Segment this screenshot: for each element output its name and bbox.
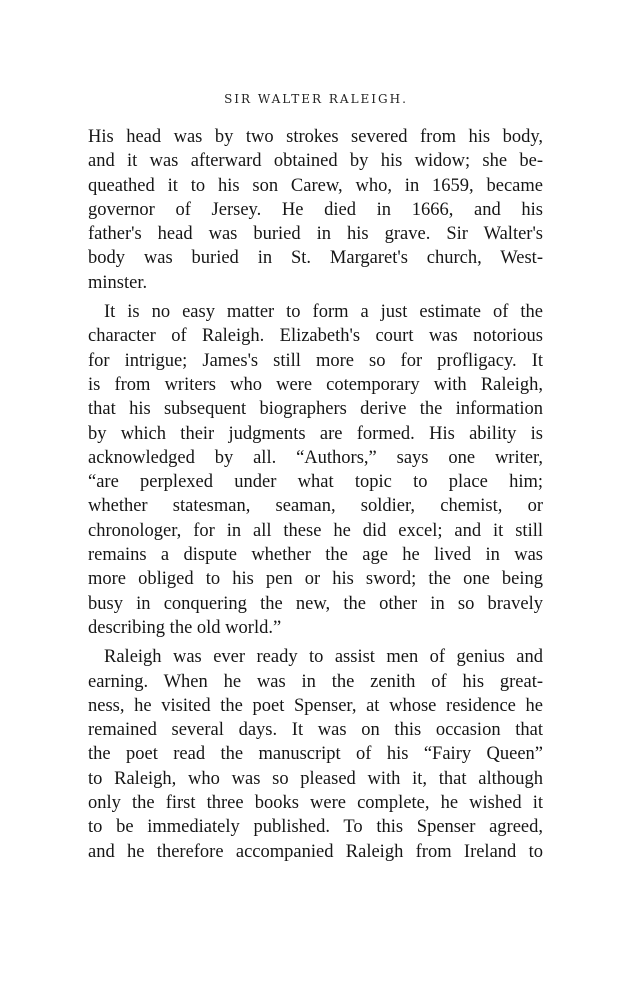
text-line: the poet read the manuscript of his “Fairy Queen” <box>88 744 543 765</box>
text-line: to Raleigh, who was so pleased with it, that although <box>88 768 543 789</box>
text-line: to be immediately published. To this Spenser agreed, <box>88 817 543 838</box>
text-line: acknowledged by all. “Authors,” says one writer, <box>88 447 543 468</box>
text-line: body was buried in St. Margaret's church, West- <box>88 248 543 269</box>
paragraph <box>88 125 543 295</box>
text-line: remained several days. It was on this occasion that <box>88 720 543 741</box>
text-line: and he therefore accompanied Raleigh from Ireland to <box>88 841 543 862</box>
text-line: “are perplexed under what topic to place him; <box>88 472 543 493</box>
text-line: is from writers who were cotemporary with Raleigh, <box>88 374 543 395</box>
text-line: minster. <box>88 272 148 293</box>
text-line: ness, he visited the poet Spenser, at whose residence he <box>88 695 543 716</box>
text-line: It is no easy matter to form a just estimate of the <box>104 302 543 323</box>
text-line: whether statesman, seaman, soldier, chemist, or <box>88 496 543 517</box>
text-line: remains a dispute whether the age he lived in was <box>88 545 543 566</box>
text-line: and it was afterward obtained by his widow; she be- <box>88 151 543 172</box>
text-line: earning. When he was in the zenith of his great- <box>88 671 543 692</box>
text-line: describing the old world.” <box>88 617 282 638</box>
body-text <box>88 125 543 864</box>
text-line: father's head was buried in his grave. Sir Walter's <box>88 224 543 245</box>
text-line: that his subsequent biographers derive the information <box>88 399 543 420</box>
text-line: Raleigh was ever ready to assist men of genius and <box>104 647 543 668</box>
text-line: for intrigue; James's still more so for profligacy. It <box>88 350 543 371</box>
text-line: chronologer, for in all these he did excel; and it still <box>88 520 543 541</box>
text-line: character of Raleigh. Elizabeth's court was notorious <box>88 326 543 347</box>
text-line: governor of Jersey. He died in 1666, and his <box>88 199 543 220</box>
text-line: busy in conquering the new, the other in so bravely <box>88 593 543 614</box>
text-line: only the first three books were complete, he wished it <box>88 793 543 814</box>
text-line: by which their judgments are formed. His ability is <box>88 423 543 444</box>
running-head: SIR WALTER RALEIGH. <box>224 92 408 106</box>
text-line: His head was by two strokes severed from his body, <box>88 127 543 147</box>
paragraph <box>88 645 543 864</box>
text-line: queathed it to his son Carew, who, in 1659, became <box>88 175 543 196</box>
paragraph <box>88 300 543 640</box>
text-line: more obliged to his pen or his sword; the one being <box>88 569 543 590</box>
